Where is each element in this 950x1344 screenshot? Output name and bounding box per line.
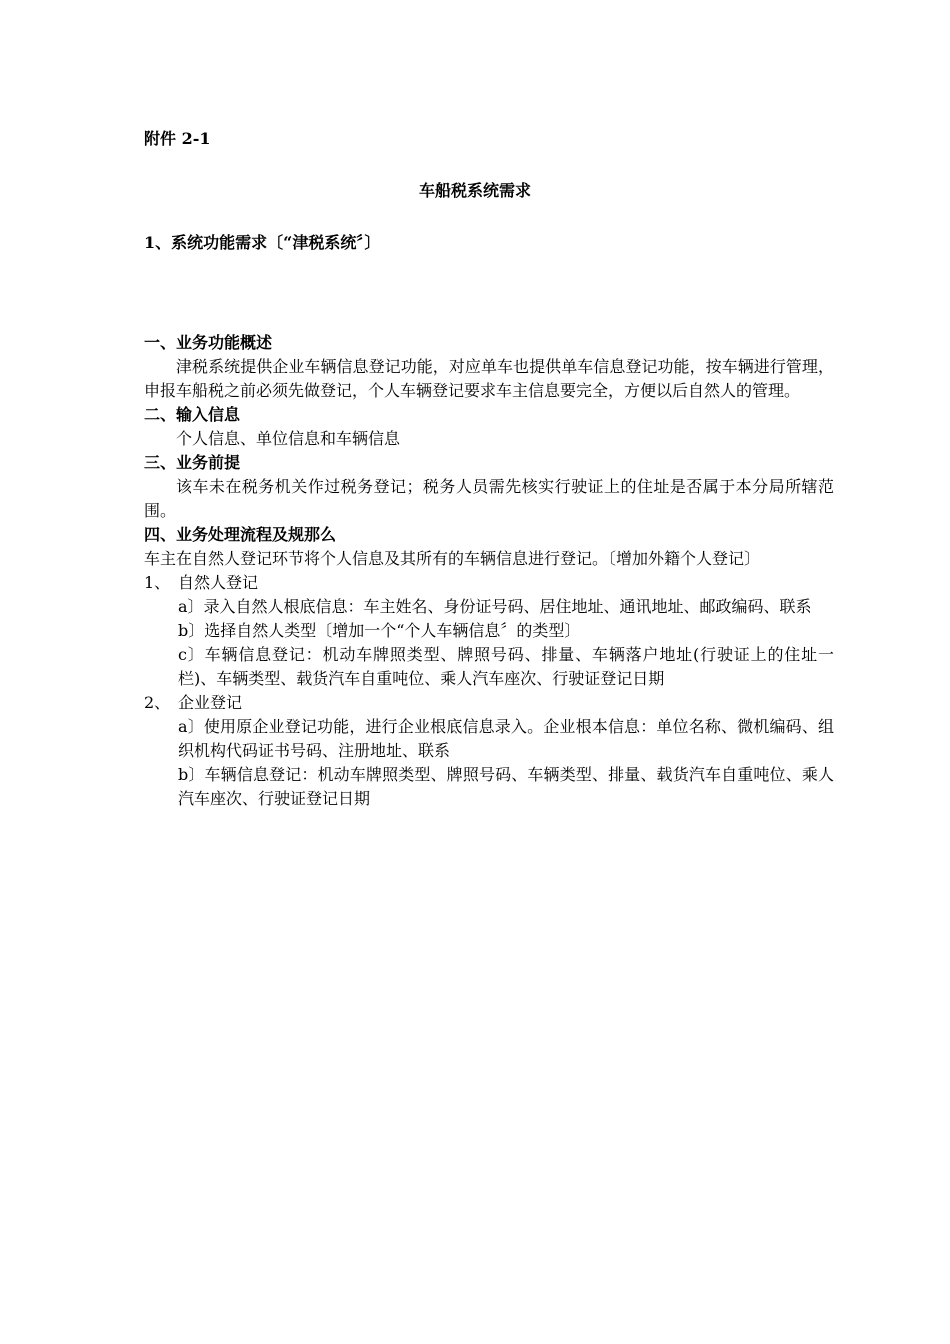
list-label: 自然人登记 — [178, 573, 259, 592]
list-number: 1、 — [144, 573, 171, 592]
sub-item-2b: b〕车辆信息登记：机动车牌照类型、牌照号码、车辆类型、排量、载货汽车自重吨位、乘人汽车座次、行驶证登记日期 — [178, 765, 834, 808]
list-number: 2、 — [144, 693, 171, 712]
document-body — [144, 331, 834, 811]
section-heading-input: 二、输入信息 — [144, 405, 241, 424]
sub-item-2a: a〕使用原企业登记功能，进行企业根底信息录入。企业根本信息：单位名称、微机编码、组织机构代码证书号码、注册地址、联系 — [178, 717, 834, 760]
document-title: 车船税系统需求 — [418, 181, 531, 200]
requirement-heading: 1、系统功能需求〔“津税系统〞〕 — [144, 233, 381, 252]
section-heading-overview: 一、业务功能概述 — [144, 333, 273, 352]
list-item-2 — [144, 691, 834, 715]
paragraph-premise: 该车未在税务机关作过税务登记；税务人员需先核实行驶证上的住址是否属于本分局所辖范围。 — [144, 477, 834, 520]
list-label: 企业登记 — [178, 693, 243, 712]
paragraph-process-intro: 车主在自然人登记环节将个人信息及其所有的车辆信息进行登记。〔增加外籍个人登记〕 — [144, 549, 761, 568]
annex-label: 附件 2-1 — [144, 129, 211, 148]
section-heading-premise: 三、业务前提 — [144, 453, 241, 472]
paragraph-input: 个人信息、单位信息和车辆信息 — [176, 429, 401, 448]
paragraph-overview: 津税系统提供企业车辆信息登记功能，对应单车也提供单车信息登记功能，按车辆进行管理，申报车船税之前必须先做登记，个人车辆登记要求车主信息要完全，方便以后自然人的管理。 — [144, 357, 834, 400]
sub-item-1c: c〕车辆信息登记：机动车牌照类型、牌照号码、排量、车辆落户地址(行驶证上的住址一栏)、车辆类型、载货汽车自重吨位、乘人汽车座次、行驶证登记日期 — [178, 645, 834, 688]
sub-item-1b: b〕选择自然人类型〔增加一个“个人车辆信息〞的类型〕 — [178, 621, 581, 640]
section-heading-process: 四、业务处理流程及规那么 — [144, 525, 337, 544]
sub-item-1a: a〕录入自然人根底信息：车主姓名、身份证号码、居住地址、通讯地址、邮政编码、联系 — [178, 597, 812, 616]
list-item-1 — [144, 571, 834, 595]
